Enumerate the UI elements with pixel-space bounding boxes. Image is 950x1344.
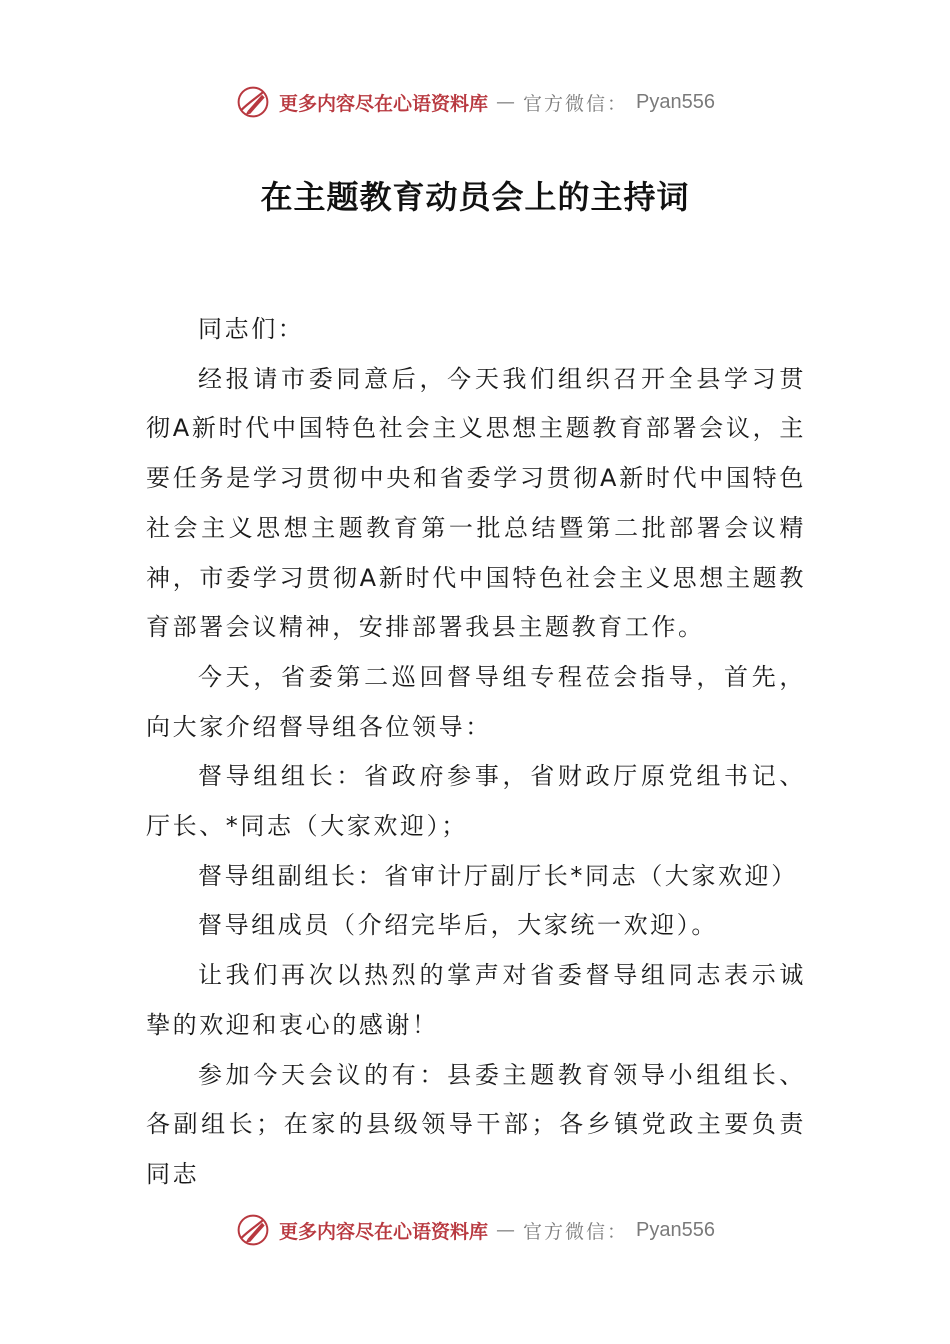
watermark-wechat-id: Pyan556 — [636, 90, 715, 113]
paragraph: 参加今天会议的有：县委主题教育领导小组组长、各副组长；在家的县级领导干部；各乡镇党政主要负责同志 — [146, 1060, 806, 1188]
paragraph: 经报请市委同意后，今天我们组织召开全县学习贯彻A新时代中国特色社会主义思想主题教育部署会议，主要任务是学习贯彻中央和省委学习贯彻A新时代中国特色社会主义思想主题教育第一批总结暨第二批部署会议精神，市委学习贯彻A新时代中国特色社会主义思想主题教育部署会议精神，安排部署我县主题教育工作。 — [146, 364, 806, 642]
header-watermark — [0, 82, 950, 122]
footer-watermark — [0, 1210, 950, 1250]
watermark-wechat-label: 官方微信： — [523, 1220, 629, 1243]
watermark-site-text: 更多内容尽在心语资料库 — [279, 92, 489, 115]
pen-logo-icon — [235, 1212, 271, 1248]
document-body — [146, 305, 806, 1200]
paragraph: 同志们： — [198, 315, 305, 343]
pen-logo-icon — [235, 84, 271, 120]
watermark-wechat-label: 官方微信： — [523, 92, 629, 115]
paragraph: 督导组组长：省政府参事，省财政厅原党组书记、厅长、*同志（大家欢迎）； — [146, 762, 806, 841]
watermark-dash: — — [496, 1219, 516, 1241]
document-title: 在主题教育动员会上的主持词 — [260, 178, 690, 216]
paragraph: 督导组副组长：省审计厅副厅长*同志（大家欢迎） — [198, 861, 798, 890]
watermark-site-text: 更多内容尽在心语资料库 — [279, 1220, 489, 1243]
watermark-dash: — — [496, 91, 516, 113]
paragraph: 今天，省委第二巡回督导组专程莅会指导，首先，向大家介绍督导组各位领导： — [146, 662, 806, 741]
watermark-wechat-id: Pyan556 — [636, 1218, 715, 1241]
paragraph: 督导组成员（介绍完毕后，大家统一欢迎）。 — [198, 911, 718, 940]
paragraph: 让我们再次以热烈的掌声对省委督导组同志表示诚挚的欢迎和衷心的感谢！ — [146, 961, 806, 1039]
